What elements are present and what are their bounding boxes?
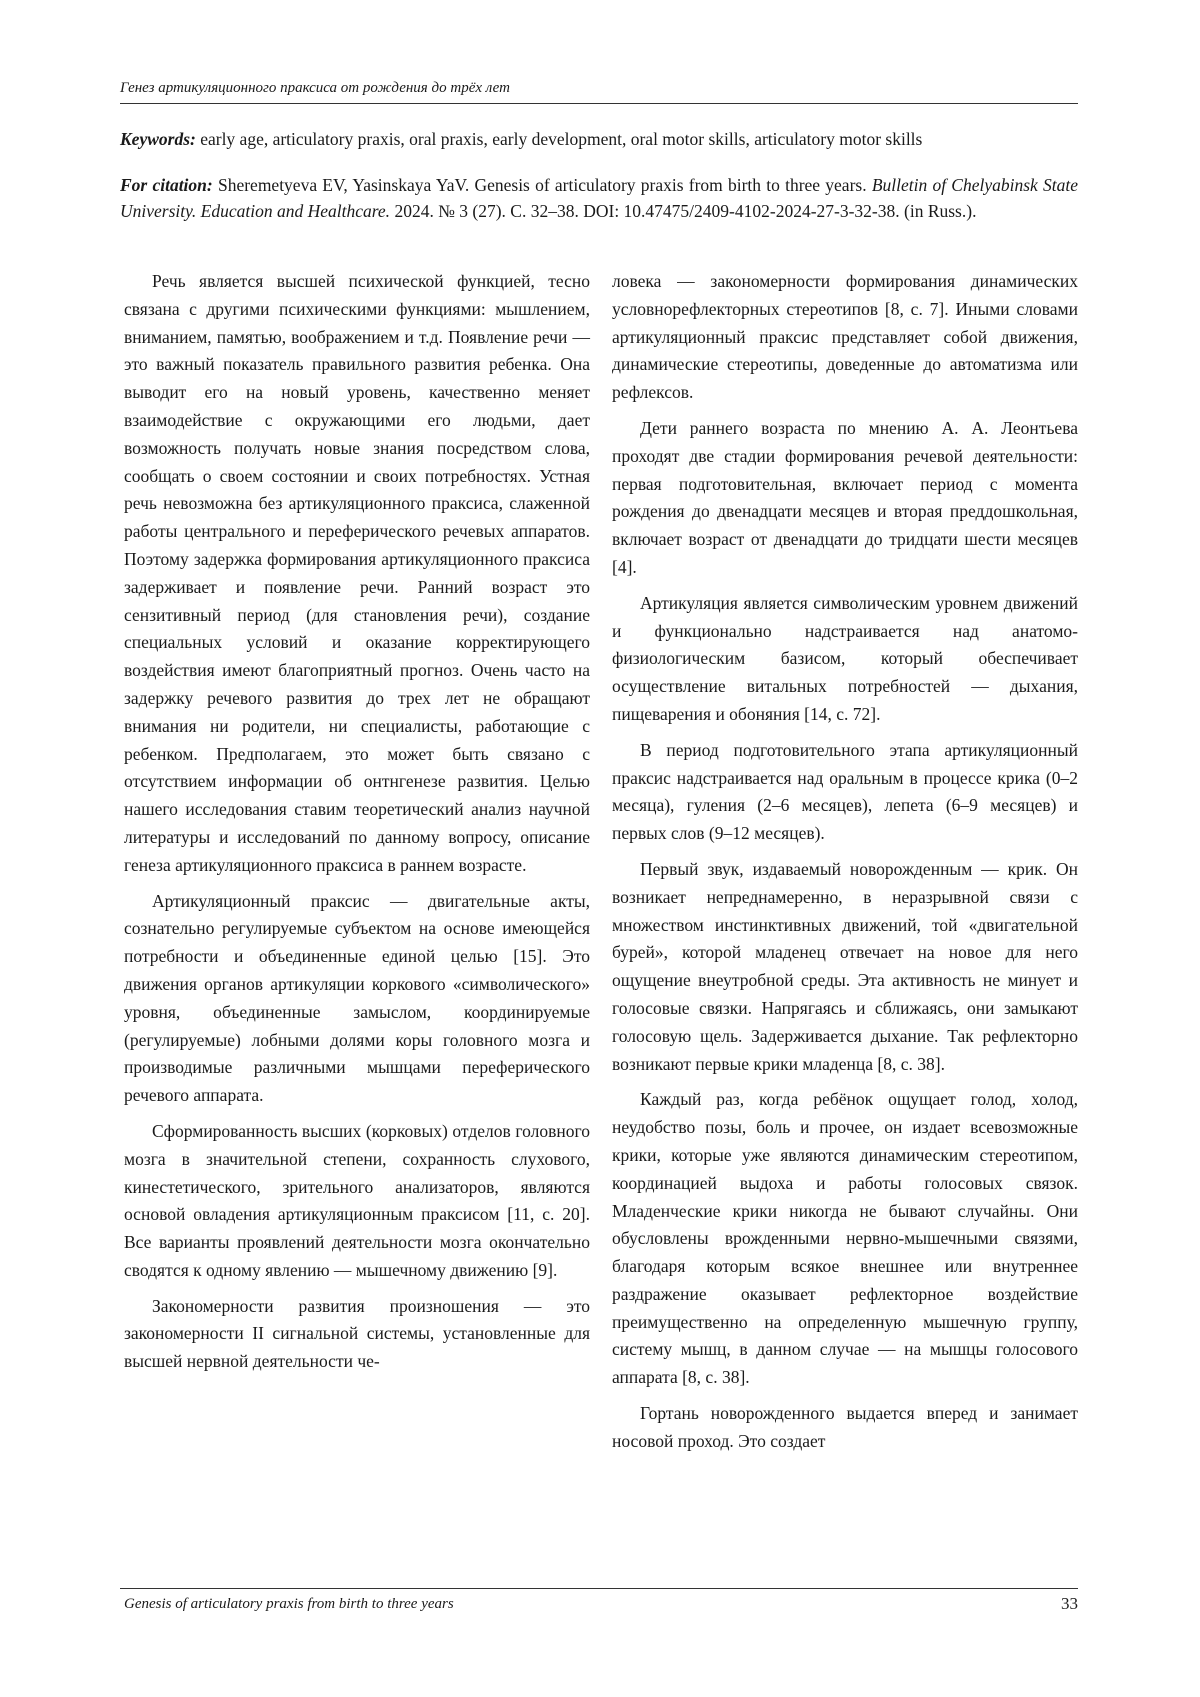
keywords-text: early age, articulatory praxis, oral praxis, early development, oral motor skills, articulatory motor skills bbox=[200, 129, 923, 149]
footer-rule bbox=[120, 1588, 1078, 1589]
keywords-block bbox=[120, 126, 1078, 152]
footer-title: Genesis of articulatory praxis from birth to three years bbox=[124, 1596, 454, 1612]
citation-authors-title: Sheremetyeva EV, Yasinskaya YaV. Genesis of articulatory praxis from birth to three years. bbox=[217, 175, 867, 195]
paragraph: Артикуляционный праксис — двигательные акты, сознательно регулируемые субъектом на основе имеющейся потребности и объединенные единой целью [15]. Это движения органов артикуляции коркового «символического» уровня, объединенные замыслом, координируемые (регулируемые) лобными долями коры головного мозга и производимые различными мышцами переферического речевого аппарата. bbox=[124, 890, 590, 1106]
citation-journal: Bulletin of Chelyabinsk State University. Education and Healthcare. bbox=[120, 175, 1079, 221]
paragraph: Сформированность высших (корковых) отделов головного мозга в значительной степени, сохранность слухового, кинестетического, зрительного анализаторов, являются основой овладения артикуляционным праксисом [11, с. 20]. Все варианты проявлений деятельности мозга окончательно сводятся к одному явлению — мышечному движению [9]. bbox=[124, 1120, 590, 1280]
keywords-label: Keywords: bbox=[120, 129, 196, 149]
paragraph: Дети раннего возраста по мнению А. А. Леонтьева проходят две стадии формирования речевой деятельности: первая подготовительная, включает период с момента рождения до двенадцати месяцев и вторая преддошкольная, включает возраст от двенадцати до тридцати шести месяцев [4]. bbox=[612, 417, 1078, 577]
page-number: 33 bbox=[1061, 1594, 1078, 1613]
running-head: Генез артикуляционного праксиса от рождения до трёх лет bbox=[120, 80, 1078, 104]
citation-details: 2024. № 3 (27). С. 32–38. DOI: 10.47475/2409-4102-2024-27-3-32-38. (in Russ.). bbox=[394, 201, 977, 221]
paragraph: Каждый раз, когда ребёнок ощущает голод, холод, неудобство позы, боль и прочее, он издает всевозможные крики, которые уже являются динамическим стереотипом, координацией выдоха и работы голосовых связок. Младенческие крики никогда не бывают случайны. Они обусловлены врожденными нервно-мышечными связями, благодаря которым всякое внешнее или внутреннее раздражение оказывает рефлекторное воздействие преимущественно на определенную мышечную группу, систему мышц, в данном случае — на мышцы голосового аппарата [8, с. 38]. bbox=[612, 1089, 1078, 1388]
citation-label: For citation: bbox=[120, 175, 213, 195]
paragraph: Речь является высшей психической функцией, тесно связана с другими психическими функциями: мышлением, вниманием, памятью, воображением и т.д. Появление речи — это важный показатель правильного развития ребенка. Она выводит его на новый уровень, качественно меняет взаимодействие с окружающими его людьми, дает возможность получать новые знания посредством слова, сообщать о своем состоянии и своих потребностях. Устная речь невозможна без артикуляционного праксиса, слаженной работы центрального и переферического речевых аппаратов. Поэтому задержка формирования артикуляционного праксиса задерживает и появление речи. Ранний возраст это сензитивный период (для становления речи), создание специальных условий и оказание корректирующего воздействия имеют благоприятный прогноз. Очень часто на задержку речевого развития до трех лет не обращают внимания ни родители, ни специалисты, работающие с ребенком. Предполагаем, это может быть связано с отсутствием информации об онтнгенезе развития. Целью нашего исследования ставим теоретический анализ научной литературы и исследований по данному вопросу, описание генеза артикуляционного праксиса в раннем возрасте. bbox=[124, 271, 590, 875]
paragraph: Артикуляция является символическим уровнем движений и функционально надстраивается над анатомо-физиологическим базисом, который обеспечивает осуществление витальных потребностей — дыхания, пищеварения и обоняния [14, с. 72]. bbox=[612, 592, 1078, 724]
right-column bbox=[612, 268, 1078, 1464]
paragraph: ловека — закономерности формирования динамических условнорефлекторных стереотипов [8, с. 7]. Иными словами артикуляционный праксис представляет собой движения, динамические стереотипы, доведенные до автоматизма или рефлексов. bbox=[612, 271, 1078, 403]
left-column bbox=[124, 268, 590, 1384]
paragraph: Закономерности развития произношения — это закономерности II сигнальной системы, установленные для высшей нервной деятельности че- bbox=[124, 1295, 590, 1372]
paragraph: В период подготовительного этапа артикуляционный праксис надстраивается над оральным в процессе крика (0–2 месяца), гуления (2–6 месяцев), лепета (6–9 месяцев) и первых слов (9–12 месяцев). bbox=[612, 739, 1078, 844]
paragraph: Гортань новорожденного выдается вперед и занимает носовой проход. Это создает bbox=[612, 1403, 1078, 1451]
citation-block bbox=[120, 172, 1078, 224]
paragraph: Первый звук, издаваемый новорожденным — крик. Он возникает непреднамеренно, в неразрывной связи с множеством инстинктивных движений, той «двигательной бурей», которой младенец отвечает на новое для него ощущение внеутробной среды. Эта активность не минует и голосовые связки. Напрягаясь и сближаясь, они замыкают голосовую щель. Задерживается дыхание. Так рефлекторно возникают первые крики младенца [8, с. 38]. bbox=[612, 858, 1078, 1074]
